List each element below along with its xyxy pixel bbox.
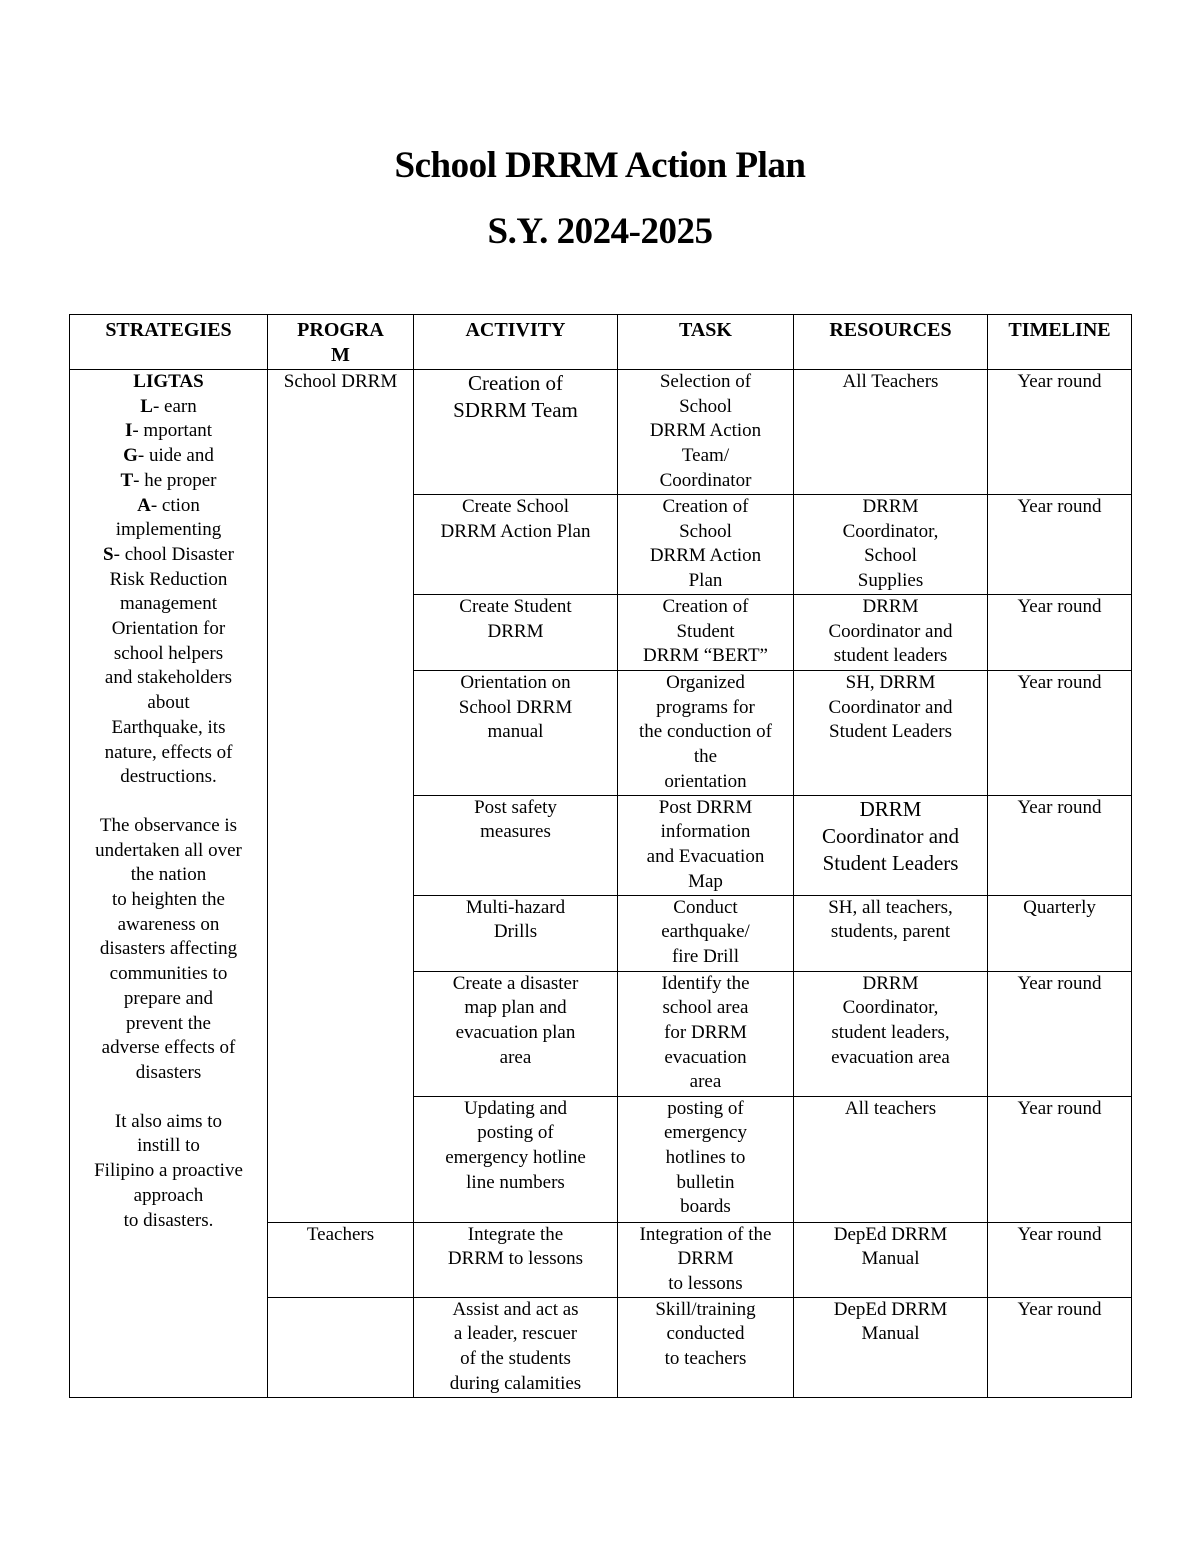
resources-cell: DRRM Coordinator, School Supplies [794, 495, 988, 595]
task-cell: Skill/training conducted to teachers [618, 1297, 794, 1397]
task-cell: Creation of Student DRRM “BERT” [618, 595, 794, 671]
task-cell: Integration of the DRRM to lessons [618, 1222, 794, 1297]
resources-cell: SH, all teachers, students, parent [794, 895, 988, 971]
timeline-cell: Year round [988, 595, 1132, 671]
strategy-letter: A [137, 494, 151, 516]
timeline-cell: Year round [988, 1222, 1132, 1297]
strategy-text: - ction implementing [115, 494, 222, 541]
resources-cell: DRRM Coordinator, student leaders, evacuation area [794, 971, 988, 1096]
header-program: PROGRA M [268, 315, 414, 370]
header-resources: RESOURCES [794, 315, 988, 370]
table-row [70, 370, 1132, 495]
timeline-cell: Year round [988, 1096, 1132, 1222]
strategy-letter: T [120, 469, 134, 491]
program-empty [268, 1297, 414, 1397]
resources-cell: All teachers [794, 1096, 988, 1222]
strategy-paragraph-aims: It also aims to instill to Filipino a proactive approach to disasters. [94, 1110, 243, 1231]
resources-cell: DepEd DRRM Manual [794, 1222, 988, 1297]
task-cell: Conduct earthquake/ fire Drill [618, 895, 794, 971]
header-strategies: STRATEGIES [70, 315, 268, 370]
document-title: School DRRM Action Plan [394, 145, 806, 186]
strategy-letter: G [123, 445, 138, 467]
timeline-cell: Quarterly [988, 895, 1132, 971]
activity-cell: Updating and posting of emergency hotline line numbers [414, 1096, 618, 1222]
strategies-cell [70, 370, 268, 1398]
task-cell: Selection of School DRRM Action Team/ Coordinator [618, 370, 794, 495]
timeline-cell: Year round [988, 671, 1132, 796]
timeline-cell: Year round [988, 495, 1132, 595]
strategy-text: - chool Disaster Risk Reduction management Orientation for school helpers and stakeholders about Earthquake, its nature, effects of destructions. [104, 543, 234, 788]
resources-cell: DepEd DRRM Manual [794, 1297, 988, 1397]
timeline-cell: Year round [988, 370, 1132, 495]
strategy-letter: S [103, 543, 114, 565]
strategy-acronym: LIGTAS [133, 371, 204, 392]
activity-cell: Post safety measures [414, 795, 618, 895]
resources-cell: All Teachers [794, 370, 988, 495]
activity-cell: Orientation on School DRRM manual [414, 671, 618, 796]
header-activity: ACTIVITY [414, 315, 618, 370]
strategy-text: - mportant [132, 420, 213, 442]
task-cell: posting of emergency hotlines to bulletin boards [618, 1096, 794, 1222]
task-cell: Identify the school area for DRRM evacuation area [618, 971, 794, 1096]
timeline-cell: Year round [988, 1297, 1132, 1397]
timeline-cell: Year round [988, 971, 1132, 1096]
header-task: TASK [618, 315, 794, 370]
activity-cell: Create a disaster map plan and evacuation plan area [414, 971, 618, 1096]
task-cell: Creation of School DRRM Action Plan [618, 495, 794, 595]
activity-cell: Create Student DRRM [414, 595, 618, 671]
resources-cell: DRRM Coordinator and student leaders [794, 595, 988, 671]
school-year: S.Y. 2024-2025 [487, 211, 713, 252]
activity-cell: Integrate the DRRM to lessons [414, 1222, 618, 1297]
header-timeline: TIMELINE [988, 315, 1132, 370]
resources-cell: SH, DRRM Coordinator and Student Leaders [794, 671, 988, 796]
strategy-text: - he proper [133, 469, 217, 491]
header-row [70, 315, 1132, 370]
resources-cell: DRRM Coordinator and Student Leaders [794, 795, 988, 895]
task-cell: Organized programs for the conduction of the orientation [618, 671, 794, 796]
activity-cell: Creation of SDRRM Team [414, 370, 618, 495]
action-plan-table [69, 314, 1132, 1398]
task-cell: Post DRRM information and Evacuation Map [618, 795, 794, 895]
program-teachers: Teachers [268, 1222, 414, 1297]
program-school-drrm: School DRRM [268, 370, 414, 1223]
strategy-text: - uide and [137, 445, 214, 467]
activity-cell: Multi-hazard Drills [414, 895, 618, 971]
activity-cell: Create School DRRM Action Plan [414, 495, 618, 595]
strategy-paragraph-observance: The observance is undertaken all over the nation to heighten the awareness on disasters affecting communities to prepare and prevent the adverse effects of disasters [95, 814, 242, 1083]
strategy-letter: L [140, 395, 153, 417]
activity-cell: Assist and act as a leader, rescuer of the students during calamities [414, 1297, 618, 1397]
timeline-cell: Year round [988, 795, 1132, 895]
strategy-letter: I [124, 420, 133, 442]
strategy-text: - earn [152, 395, 197, 417]
